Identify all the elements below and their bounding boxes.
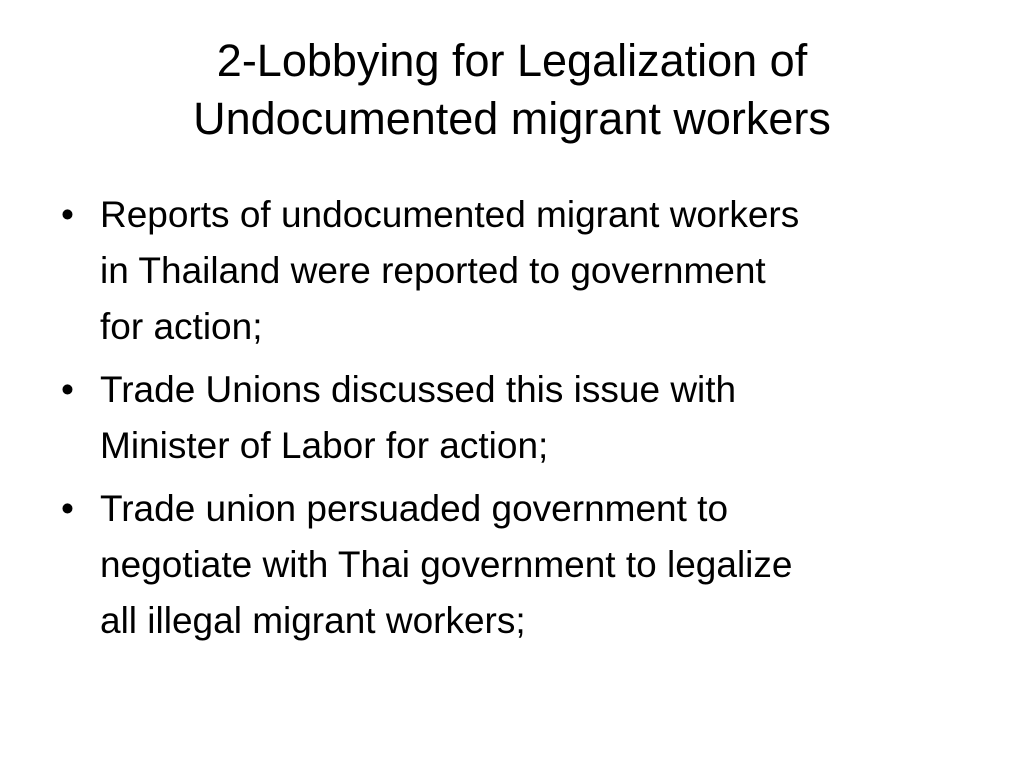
bullet-marker-3: • <box>61 488 74 529</box>
slide-title <box>60 32 964 148</box>
bullet-list <box>58 187 978 656</box>
slide-title-line-1: 2-Lobbying for Legalization of <box>216 35 808 86</box>
bullet-1-line-3: for action; <box>100 306 263 347</box>
bullet-3-line-1: Trade union persuaded government to <box>100 488 729 529</box>
bullet-marker-1: • <box>61 194 74 235</box>
bullet-item-3 <box>58 481 978 649</box>
bullet-marker-2: • <box>61 369 74 410</box>
bullet-2-line-2: Minister of Labor for action; <box>100 425 549 466</box>
bullet-3-line-2: negotiate with Thai government to legalize <box>100 544 793 585</box>
bullet-1-line-2: in Thailand were reported to government <box>100 250 766 291</box>
bullet-1-line-1: Reports of undocumented migrant workers <box>100 194 800 235</box>
slide-title-line-2: Undocumented migrant workers <box>193 93 831 144</box>
bullet-item-2 <box>58 362 978 474</box>
bullet-2-line-1: Trade Unions discussed this issue with <box>100 369 737 410</box>
bullet-item-1 <box>58 187 978 355</box>
bullet-3-line-3: all illegal migrant workers; <box>100 600 526 641</box>
